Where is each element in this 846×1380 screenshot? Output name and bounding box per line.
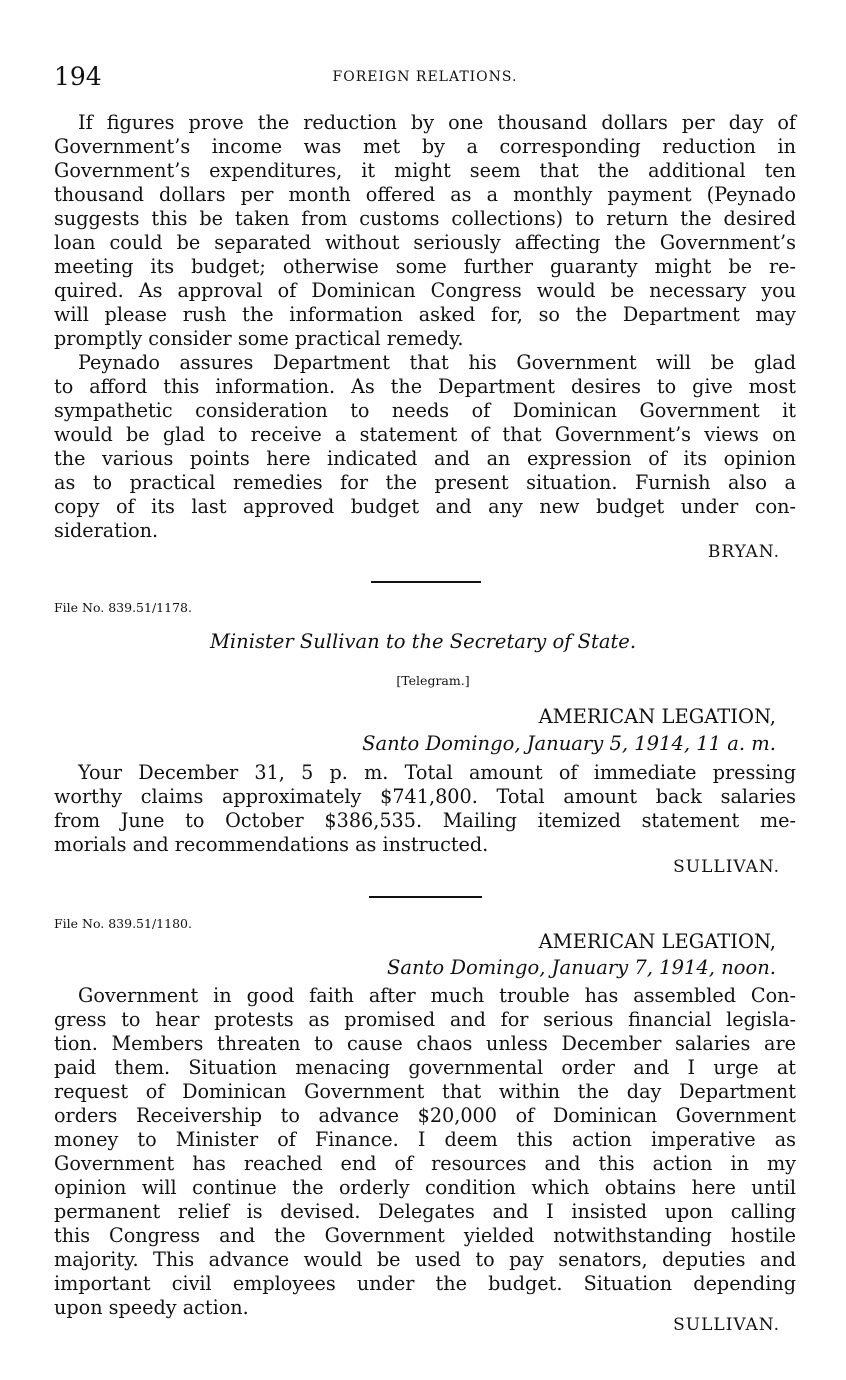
document-heading: Minister Sullivan to the Secretary of State. [209, 630, 637, 653]
paragraph-claims [54, 761, 796, 857]
text-line: paid them. Situation menacing governmental order and I urge at [54, 1056, 796, 1079]
text-line: money to Minister of Finance. I deem this action imperative as [54, 1128, 796, 1151]
text-line: orders Receivership to advance $20,000 of Dominican Government [54, 1104, 796, 1127]
text-line: upon speedy action. [54, 1296, 249, 1319]
page-header [54, 62, 796, 92]
text-line: worthy claims approximately $741,800. Total amount back salaries [54, 785, 796, 808]
section-divider-2 [369, 896, 482, 898]
text-line: loan could be separated without seriously affecting the Government’s [54, 231, 796, 254]
place-date-2: Santo Domingo, January 7, 1914, noon. [387, 956, 776, 979]
text-line: this Congress and the Government yielded notwithstanding hostile [54, 1224, 796, 1247]
text-line: opinion will continue the orderly condition which obtains here until [54, 1176, 796, 1199]
telegram-note: [Telegram.] [396, 673, 470, 688]
running-title: FOREIGN RELATIONS. [332, 69, 518, 85]
text-line: morials and recommendations as instructed. [54, 833, 489, 856]
signature-bryan: BRYAN. [707, 542, 780, 562]
place-date-1: Santo Domingo, January 5, 1914, 11 a. m. [362, 732, 776, 755]
text-line: Peynado assures Department that his Government will be glad [78, 351, 796, 374]
text-line: copy of its last approved budget and any new budget under con- [54, 495, 796, 518]
text-line: gress to hear protests as promised and for serious financial legisla- [54, 1008, 796, 1031]
text-line: permanent relief is devised. Delegates and I insisted upon calling [54, 1200, 796, 1223]
text-line: from June to October $386,535. Mailing itemized statement me- [54, 809, 796, 832]
text-line: to afford this information. As the Department desires to give most [54, 375, 796, 398]
text-line: Government in good faith after much trouble has assembled Con- [78, 984, 796, 1007]
section-divider [371, 581, 481, 583]
file-number-1180: File No. 839.51/1180. [54, 916, 192, 931]
legation-line-2: AMERICAN LEGATION, [538, 930, 776, 953]
text-line: promptly consider some practical remedy. [54, 327, 464, 350]
text-line: Government’s income was met by a corresponding reduction in [54, 135, 796, 158]
text-line: request of Dominican Government that within the day Department [54, 1080, 796, 1103]
page-number: 194 [54, 62, 102, 91]
text-line: the various points here indicated and an expression of its opinion [54, 447, 796, 470]
text-line: meeting its budget; otherwise some further guaranty might be re- [54, 255, 796, 278]
text-line: suggests this be taken from customs collections) to return the desired [54, 207, 796, 230]
text-line: Your December 31, 5 p. m. Total amount of immediate pressing [78, 761, 796, 784]
text-line: sympathetic consideration to needs of Dominican Government it [54, 399, 796, 422]
text-line: as to practical remedies for the present situation. Furnish also a [54, 471, 796, 494]
signature-sullivan-1: SULLIVAN. [673, 857, 780, 877]
text-line: thousand dollars per month offered as a monthly payment (Peynado [54, 183, 796, 206]
paragraph-peynado [54, 351, 796, 543]
text-line: If figures prove the reduction by one thousand dollars per day of [78, 111, 796, 134]
signature-sullivan-2: SULLIVAN. [673, 1315, 780, 1335]
paragraph-congress [54, 984, 796, 1320]
paragraph-figures [54, 111, 796, 351]
text-line: majority. This advance would be used to pay senators, deputies and [54, 1248, 796, 1271]
text-line: sideration. [54, 519, 159, 542]
legation-line-1: AMERICAN LEGATION, [538, 705, 776, 728]
text-line: quired. As approval of Dominican Congress would be necessary you [54, 279, 796, 302]
text-line: tion. Members threaten to cause chaos unless December salaries are [54, 1032, 796, 1055]
text-line: important civil employees under the budget. Situation depending [54, 1272, 796, 1295]
text-line: would be glad to receive a statement of that Government’s views on [54, 423, 796, 446]
file-number-1178: File No. 839.51/1178. [54, 600, 192, 615]
text-line: will please rush the information asked for, so the Department may [54, 303, 796, 326]
text-line: Government has reached end of resources and this action in my [54, 1152, 796, 1175]
text-line: Government’s expenditures, it might seem that the additional ten [54, 159, 796, 182]
